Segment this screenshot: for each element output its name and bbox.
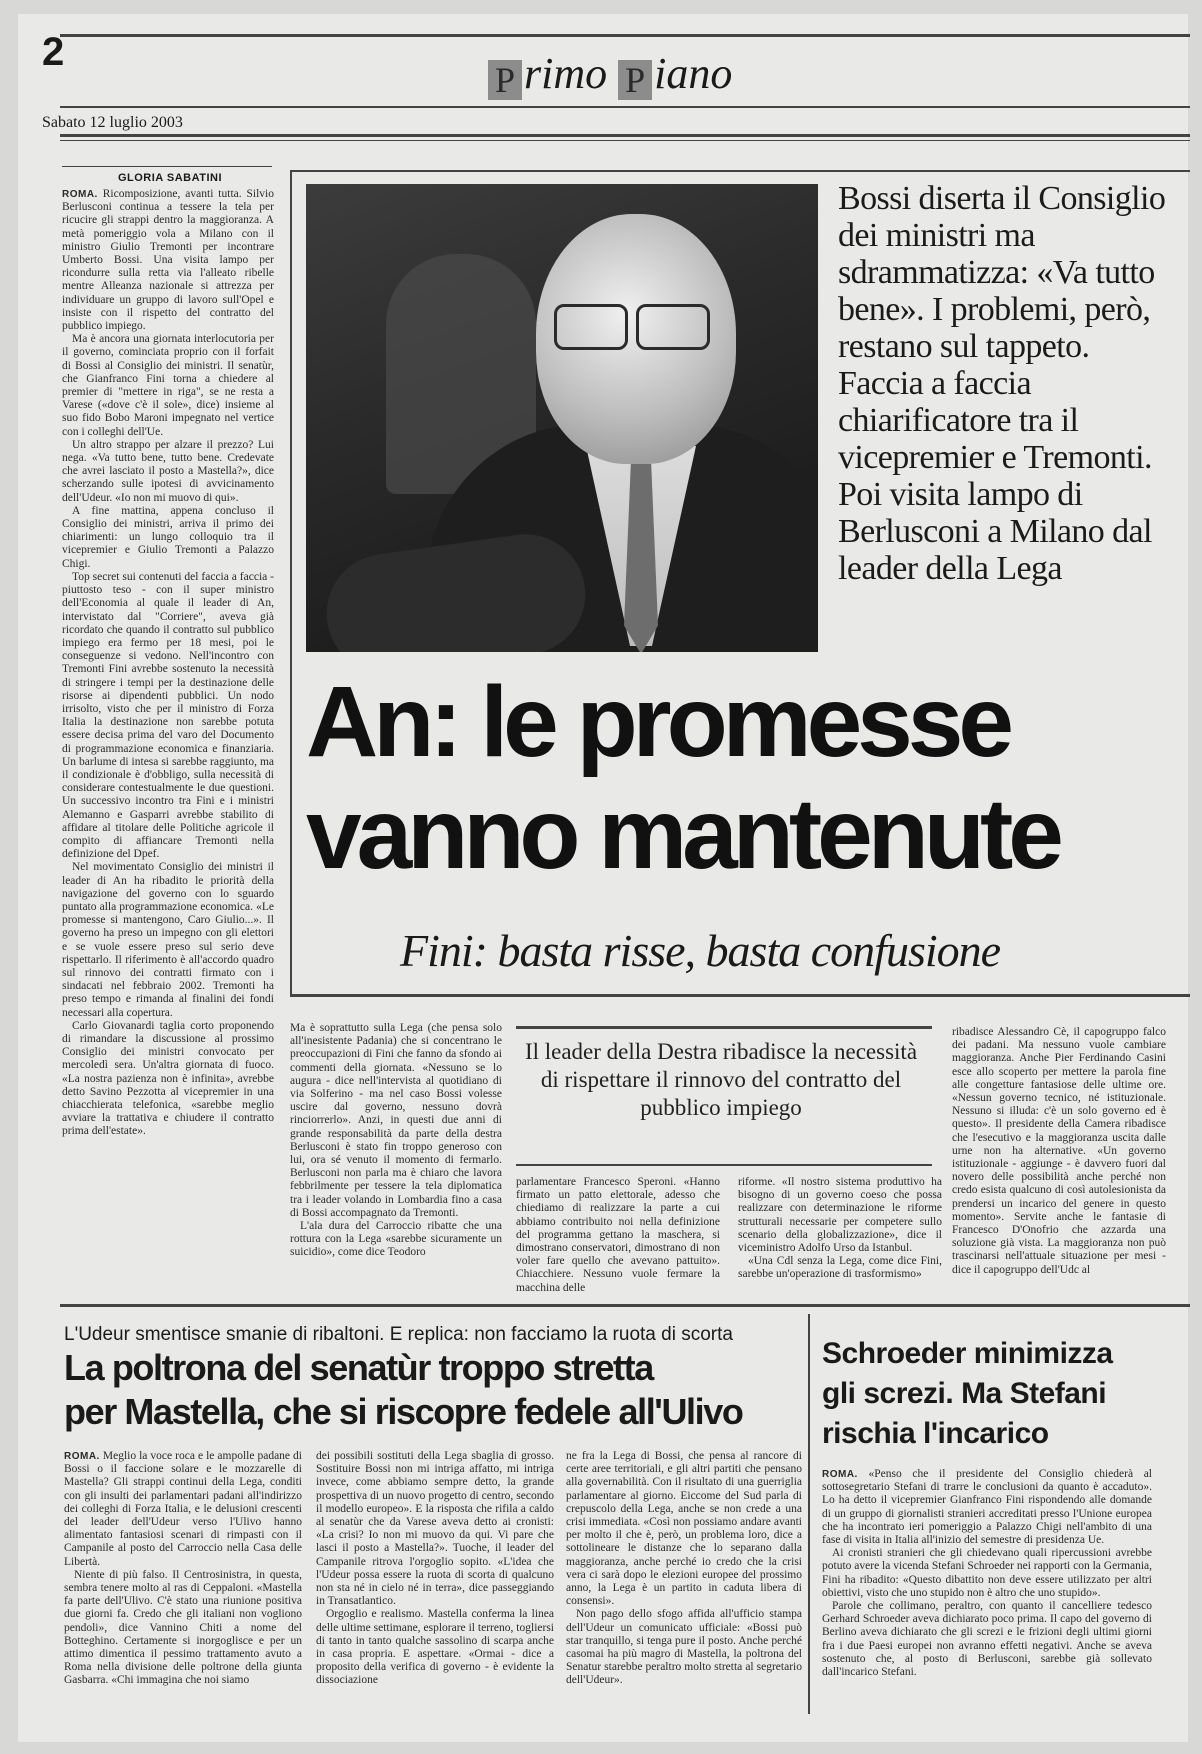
paragraph: parlamentare Francesco Speroni. «Hanno firmato un patto elettorale, adesso che chiediamo di realizzare la parte a cui abbiamo contribuito noi nella definizione del programma gettano la maschera, si dimostrano conservatori, dimostrano di non voler fare quello che avevano pattuito». Chiacchiere. Nessuno vuole fermare la macchina delle xyxy=(516,1176,720,1294)
headline-line-3: rischia l'incarico xyxy=(822,1417,1049,1450)
section-title xyxy=(488,48,768,100)
dateline: ROMA. xyxy=(64,1451,100,1462)
dateline: ROMA. xyxy=(62,189,98,200)
paragraph-text: Meglio la voce roca e le ampolle padane di Bossi o il faccione solare e le mozzarelle di Mastella? Gli strappi continui della Lega, conditi con gli insulti dei parlamentari padani all'indirizzo dei colleghi di Forza Italia, e le delusioni crescenti del leader dell'Udeur verso l'Ulivo hanno alimentato fantasiosi scenari di rimpasti con il Campanile al posto del Carroccio nella Casa delle Libertà. xyxy=(64,1450,302,1568)
paragraph: Un altro strappo per alzare il prezzo? Lui nega. «Va tutto bene, tutto bene. Credevate che avrei lasciato il posto a Mastella?», dice scherzando sulle ipotesi di avvicinamento dell'Udeur. «Io non mi muovo di qui». xyxy=(62,438,274,504)
paragraph: Orgoglio e realismo. Mastella conferma la linea delle ultime settimane, esplorare il terreno, togliersi di tanto in tanto qualche sassolino di scarpa anche in casa propria. E aspettare. «Ormai - dice a proposito della verifica di governo - è evidente la dissociazione xyxy=(316,1608,554,1687)
paragraph: L'ala dura del Carroccio ribatte che una rottura con la Lega «sarebbe sicuramente un suicidio», come dice Teodoro xyxy=(290,1220,502,1259)
photo-glasses-left xyxy=(554,304,628,350)
main-story-column-3 xyxy=(516,1176,720,1294)
masthead-rule-upper xyxy=(60,106,1190,108)
news-photo xyxy=(306,184,818,652)
paragraph xyxy=(62,188,274,333)
paragraph: dei possibili sostituti della Lega sbaglia di grosso. Sostituire Bossi non mi intriga affatto, mi intriga invece, come abbiamo sempre detto, la grande prospettiva di un nuovo progetto di centro, secondo il modello europeo». E la risposta che rifila a caldo al senatùr che da Varese aveva detto ai cronisti: «La crisi? Io non mi muovo da qui. Vi pare che lasci il posto a Mastella?». Tuoche, il leader del Campanile ritrova l'orgoglio sopito. «L'idea che l'Udeur possa essere la ruota di scorta di qualcuno non sta né in cielo né in terra», dice passeggiando in Transatlantico. xyxy=(316,1450,554,1608)
frame-top xyxy=(290,170,1190,172)
paragraph-text: «Penso che il presidente del Consiglio chiederà al sottosegretario Stefani di trarre le conclusioni da quanto è accaduto». Lo ha detto il vicepremier Gianfranco Fini rispondendo alle domande di un gruppo di giornalisti stranieri accreditati presso l'Unione europea che ha incontrato ieri pomeriggio a Palazzo Chigi nell'ambito di una fase di visita in Italia all'inizio del semestre di presidenza Ue. xyxy=(822,1468,1152,1547)
main-story-column-4 xyxy=(738,1176,942,1294)
headline-line-1: La poltrona del senatùr troppo stretta xyxy=(64,1347,653,1388)
side-story-headline xyxy=(822,1334,1172,1454)
masthead-rule-lower xyxy=(60,134,1190,137)
section-word-1: rimo xyxy=(524,49,619,98)
headline-line-2: vanno mantenute xyxy=(306,778,1059,890)
paragraph: Parole che collimano, peraltro, con quanto il cancelliere tedesco Gerhard Schroeder aveva dichiarato poco prima. Il capo del governo di Berlino aveva dichiarato che gli screzi e le frizioni degli ultimi giorni fra i due Paesi europei non avranno effetti negativi. Anche se aveva sostenuto che, al posto di Berlusconi, sarebbe già sollevato dall'incarico Stefani. xyxy=(822,1600,1152,1679)
paragraph: Top secret sui contenuti del faccia a faccia - piuttosto teso - con il super ministro dell'Economia al quale il leader di An, intervistato dal "Corriere", aveva già ricordato che quando il contratto sul pubblico impiego era fermo per 18 mesi, poi le conseguenze si vedono. Nell'incontro con Tremonti Fini avrebbe sostenuto la necessità di stringere i tempi per la destinazione delle risorse ai dipendenti pubblici. Un nodo irrisolto, visto che per il ministro di Forza Italia la destinazione non sarebbe potuta essere decisa prima del varo del Documento di programmazione economica e finanziaria. Un barlume di intesa si sarebbe raggiunto, ma il condizionale è d'obbligo, sulla necessità di considerare contestualmente le due questioni. Un successivo incontro tra Fini e i ministri Alemanno e Gasparri avrebbe stabilito di affidare al titolare delle Politiche agricole il compito di affiancare Tremonti nella definizione del Dpef. xyxy=(62,570,274,861)
paragraph: Ma è soprattutto sulla Lega (che pensa solo all'inesistente Padania) che si concentrano le preoccupazioni di Fini che fanno da sfondo ai commenti della giornata. «Nessuno se lo augura - dice nell'intervista al quotidiano di via Solferino - ma nel caso Bossi volesse uscire dal governo, nessuno dovrà rinciorrerlo». Anzi, in questi due anni di grande responsabilità da parte della destra Berlusconi è stato fin troppo generoso con lui, ora sé venuto il momento di fermarlo. Berlusconi non parla ma è chiaro che lavora febbrilmente per tessere la tela diplomatica tra i leader volando in Lombardia fino a casa di Bossi accompagnato da Tremonti. xyxy=(290,1022,502,1219)
paragraph: ne fra la Lega di Bossi, che pensa al rancore di certe aree territoriali, e gli altri partiti che pensano alla governabilità. Con il risultato di una guerriglia parlamentare al giorno. Eiccome del Sud parla di crepuscolo della Lega, anche se non crede a una crisi immediata. «Così non possiamo andare avanti per molto il che è, però, un problema loro, dice a sottolineare le distanze che lo separano dalla maggioranza, anche perché io credo che la crisi vera ci sarà dopo le elezioni europee del prossimo anno, la Lega è un partito in caduta libera di consensi». xyxy=(566,1450,802,1608)
headline-line-2: per Mastella, che si riscopre fedele all'Ulivo xyxy=(64,1391,743,1432)
paragraph: A fine mattina, appena concluso il Consiglio dei ministri, arriva il primo dei chiarimenti: un lungo colloquio tra il vicepremier e Giulio Tremonti a Palazzo Chigi. xyxy=(62,504,274,570)
pullquote-rule-bottom xyxy=(516,1164,932,1166)
paragraph: Ai cronisti stranieri che gli chiedevano quali ripercussioni avrebbe potuto avere la vicenda Stefani Schroeder nei rapporti con la Germania, Fini ha ribadito: «Questo dibattito non deve essere utilizzato per altri obiettivi, visto che uno stupido non è altro che uno stupido». xyxy=(822,1547,1152,1599)
paragraph-text: Ricomposizione, avanti tutta. Silvio Berlusconi continua a tessere la tela per ricucire gli strappi dentro la maggioranza. A metà pomeriggio vola a Milano con il ministro Giulio Tremonti per incontrare Umberto Bossi. Una visita lampo per ricondurre sulla retta via l'alleato ribelle mentre Alleanza nazionale si attrezza per individuare un gruppo di lavoro sull'Opel e insiste con il rispetto del contratto del pubblico impiego. xyxy=(62,188,274,333)
pull-quote: Il leader della Destra ribadisce la necessità di rispettare il rinnovo del contratto del pubblico impiego xyxy=(524,1039,918,1120)
paragraph xyxy=(822,1468,1152,1547)
masthead-rule-thin xyxy=(60,140,1190,141)
photo-glasses-right xyxy=(636,304,710,350)
side-story-column xyxy=(822,1468,1152,1730)
second-story-column-2 xyxy=(316,1450,554,1730)
photo-arm xyxy=(319,526,593,652)
paragraph: Ma è ancora una giornata interlocutoria per il governo, cominciata proprio con il forfait di Bossi al Consiglio dei ministri. Il senatùr, che Gianfranco Fini torna a chiedere al premier di "mettere in riga", se ne resta a Varese («dove c'è il sole», dice) insieme al suo fido Bobo Maroni impegnato nel vertice con i colleghi dell'Ue. xyxy=(62,333,274,438)
byline-rule xyxy=(62,166,272,167)
pullquote-rule-top xyxy=(516,1026,932,1029)
story-deck: Bossi diserta il Consiglio dei ministri ma sdrammatizza: «Va tutto bene». I problemi, però, restano sul tappeto. Faccia a faccia chiarificatore tra il vicepremier e Tremonti. Poi visita lampo di Berlusconi a Milano dal leader della Lega xyxy=(838,180,1166,587)
paragraph: ribadisce Alessandro Cè, il capogruppo falco dei padani. Ma nessuno vuole cambiare maggioranza. Anche Pier Ferdinando Casini esce allo scoperto per mettere la parola fine alle congetture fantasiose delle ultime ore. «Nessun governo tecnico, né istituzionale. Nessuno si illuda: c'è un solo governo ed è questo». Il presidente della Camera ribadisce che l'esecutivo e la maggioranza uscita dalle urne non ha alternative. «Un governo istituzionale - aggiunge - è davvero fuori dal novero delle possibilità anche perché non credo esista qualcuno di così autolesionista da prendersi un incarico del genere in questo momento». Servite anche le fantasie di Francesco D'Onofrio che azzarda una soluzione già vista. La maggioranza non può trascinarsi nell'attuale situazione per mesi - dice il capogruppo dell'Udc al xyxy=(952,1026,1166,1276)
main-story-column-1 xyxy=(62,188,274,1294)
section-divider xyxy=(60,1304,1190,1307)
page-number: 2 xyxy=(42,30,65,74)
main-story-column-2 xyxy=(290,1022,502,1292)
paragraph: riforme. «Il nostro sistema produttivo ha bisogno di un governo coeso che possa realizzare con determinazione le riforme strutturali necessarie per competere sullo scenario della globalizzazione», dice il viceministro Adolfo Urso da Istanbul. xyxy=(738,1176,942,1255)
paragraph: «Una Cdl senza la Lega, come dice Fini, sarebbe un'operazione di trasformismo» xyxy=(738,1255,942,1281)
frame-bottom xyxy=(290,994,1190,997)
main-headline xyxy=(306,666,1166,890)
paragraph xyxy=(64,1450,302,1569)
second-story-headline xyxy=(64,1346,824,1434)
second-story-column-3 xyxy=(566,1450,802,1730)
top-rule xyxy=(60,34,1190,37)
second-story-column-1 xyxy=(64,1450,302,1730)
frame-left xyxy=(290,170,292,996)
dateline: ROMA. xyxy=(822,1469,858,1480)
headline-line-1: An: le promesse xyxy=(306,666,1010,778)
paragraph: Nel movimentato Consiglio dei ministri il leader di An ha ribadito le priorità della navigazione del governo con lo sguardo puntato alla programmazione economica. «Le promesse si mantengono, Caro Giulio...». Il governo ha preso un impegno con gli elettori e se vuole essere preso sul serio deve rispettarlo. Il riferimento è all'accordo quadro sul rinnovo dei contratti firmato con i sindacati nel febbraio 2002. Tremonti ha preso tempo e rimanda al finalini dei fondi necessari alla copertura. xyxy=(62,861,274,1019)
headline-line-1: Schroeder minimizza xyxy=(822,1337,1113,1370)
paragraph: Niente di più falso. Il Centrosinistra, in questa, sembra tenere molto al ras di Ceppaloni. «Mastella fa parte dell'Ulivo. C'è stato una riunione positiva due giorni fa. Credo che gli italiani non vogliono pendoli», dice Vannino Chiti a nome del Botteghino. Certamente si inorgoglisce e per un attimo dimentica il pessimo trattamento avuto a Roma nella divisione delle poltrone della giunta Gasbarra. «Chi immagina che noi siamo xyxy=(64,1568,302,1687)
section-initial-block: P xyxy=(618,60,652,100)
paragraph: Carlo Giovanardi taglia corto proponendo di rimandare la discussione al prossimo Consiglio dei ministri convocato per mercoledì sera. Un'altra giornata di fuoco. «La nostra pazienza non è infinita», avrebbe detto Savino Pezzotta al vicepremier in una chiacchierata telefonica, «sarebbe meglio avviare la trattativa e chiudere il contratto prima dell'estate». xyxy=(62,1019,274,1138)
section-initial-block: P xyxy=(488,60,522,100)
second-story-kicker: L'Udeur smentisce smanie di ribaltoni. E replica: non facciamo la ruota di scorta xyxy=(64,1324,733,1345)
issue-date: Sabato 12 luglio 2003 xyxy=(42,114,183,131)
main-story-column-5 xyxy=(952,1026,1166,1294)
section-word-2: iano xyxy=(654,49,733,98)
byline: GLORIA SABATINI xyxy=(117,172,223,184)
paragraph: Non pago dello sfogo affida all'ufficio stampa dell'Udeur un comunicato ufficiale: «Bossi può star tranquillo, si tenga pure il posto. Anche perché casomai ha più magro di Mastella, la poltrona del Senatur starebbe peraltro molto stretta al segretario dell'Udeur». xyxy=(566,1608,802,1687)
main-subheadline: Fini: basta risse, basta confusione xyxy=(400,925,1001,976)
headline-line-2: gli screzi. Ma Stefani xyxy=(822,1377,1107,1410)
